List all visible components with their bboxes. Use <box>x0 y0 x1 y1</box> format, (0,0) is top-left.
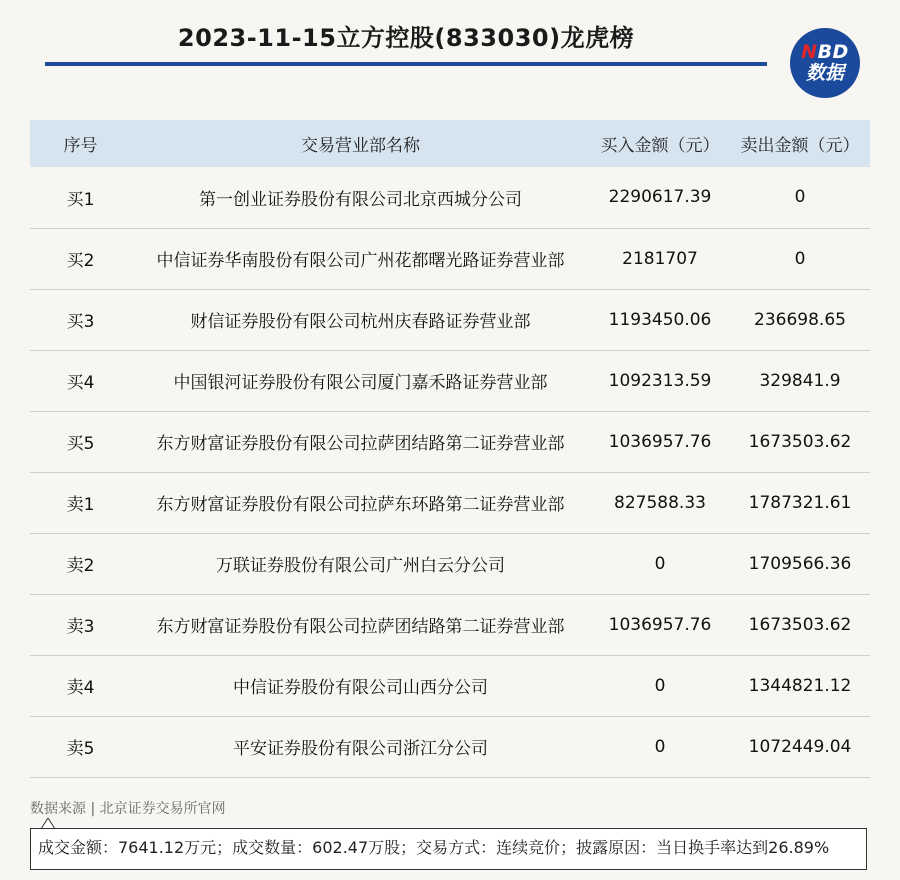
cell-branch-name: 中国银河证券股份有限公司厦门嘉禾路证券营业部 <box>173 373 548 393</box>
cell-branch-name: 万联证券股份有限公司广州白云分公司 <box>216 556 505 576</box>
cell-buy-amount: 1092313.59 <box>608 370 712 391</box>
cell-buy-amount: 0 <box>654 736 666 757</box>
cell-index: 买2 <box>66 251 95 271</box>
page-title: 2023-11-15立方控股(833030)龙虎榜 <box>177 24 635 52</box>
cell-branch-name: 中信证券华南股份有限公司广州花都曙光路证券营业部 <box>156 251 565 271</box>
cell-branch-name: 东方财富证券股份有限公司拉萨东环路第二证券营业部 <box>156 495 565 515</box>
cell-index: 卖3 <box>66 617 95 637</box>
table-row <box>30 350 870 411</box>
header-sell-amount: 卖出金额（元） <box>740 136 860 156</box>
cell-branch-name: 东方财富证券股份有限公司拉萨团结路第二证券营业部 <box>156 617 565 637</box>
cell-branch-name: 东方财富证券股份有限公司拉萨团结路第二证券营业部 <box>156 434 565 454</box>
cell-sell-amount: 1072449.04 <box>748 736 852 757</box>
cell-buy-amount: 0 <box>654 553 666 574</box>
nbd-logo: NBD 数据 <box>790 28 860 98</box>
table-row <box>30 533 870 594</box>
cell-index: 买4 <box>66 373 95 393</box>
table-row <box>30 594 870 655</box>
cell-sell-amount: 329841.9 <box>759 370 841 391</box>
cell-sell-amount: 1787321.61 <box>748 492 852 513</box>
cell-index: 卖4 <box>66 678 95 698</box>
cell-index: 卖1 <box>66 495 95 515</box>
cell-buy-amount: 2290617.39 <box>608 187 712 208</box>
cell-buy-amount: 1036957.76 <box>608 431 712 452</box>
dragon-tiger-table <box>30 120 870 778</box>
title-underline <box>45 62 767 66</box>
cell-sell-amount: 1709566.36 <box>748 553 852 574</box>
cell-branch-name: 中信证券股份有限公司山西分公司 <box>233 678 488 698</box>
trade-summary-note: 成交金额：7641.12万元；成交数量：602.47万股；交易方式：连续竞价；披露原因：当日换手率达到26.89% <box>30 828 867 870</box>
header-index: 序号 <box>63 136 98 156</box>
header-branch-name: 交易营业部名称 <box>301 136 420 156</box>
cell-index: 卖5 <box>66 739 95 759</box>
cell-sell-amount: 1673503.62 <box>748 431 852 452</box>
cell-buy-amount: 1193450.06 <box>608 309 712 330</box>
cell-branch-name: 财信证券股份有限公司杭州庆春路证券营业部 <box>190 312 531 332</box>
table-row <box>30 167 870 228</box>
cell-buy-amount: 827588.33 <box>614 492 706 513</box>
cell-buy-amount: 2181707 <box>622 248 698 269</box>
cell-index: 买5 <box>66 434 95 454</box>
cell-index: 卖2 <box>66 556 95 576</box>
cell-buy-amount: 0 <box>654 675 666 696</box>
cell-sell-amount: 0 <box>794 187 806 208</box>
cell-sell-amount: 236698.65 <box>754 309 846 330</box>
header-buy-amount: 买入金额（元） <box>600 136 720 156</box>
cell-sell-amount: 1344821.12 <box>748 675 852 696</box>
cell-buy-amount: 1036957.76 <box>608 614 712 635</box>
cell-index: 买1 <box>66 189 95 210</box>
table-row <box>30 289 870 350</box>
table-header-row <box>30 120 870 167</box>
cell-branch-name: 平安证券股份有限公司浙江分公司 <box>233 739 488 759</box>
table-row <box>30 411 870 472</box>
table-row <box>30 228 870 289</box>
table-row <box>30 472 870 533</box>
cell-sell-amount: 0 <box>794 248 806 269</box>
data-source: 数据来源 | 北京证券交易所官网 <box>30 801 226 817</box>
cell-index: 买3 <box>66 312 95 332</box>
cell-branch-name: 第一创业证券股份有限公司北京西城分公司 <box>199 189 522 210</box>
table-row <box>30 655 870 716</box>
table-row <box>30 716 870 777</box>
cell-sell-amount: 1673503.62 <box>748 614 852 635</box>
